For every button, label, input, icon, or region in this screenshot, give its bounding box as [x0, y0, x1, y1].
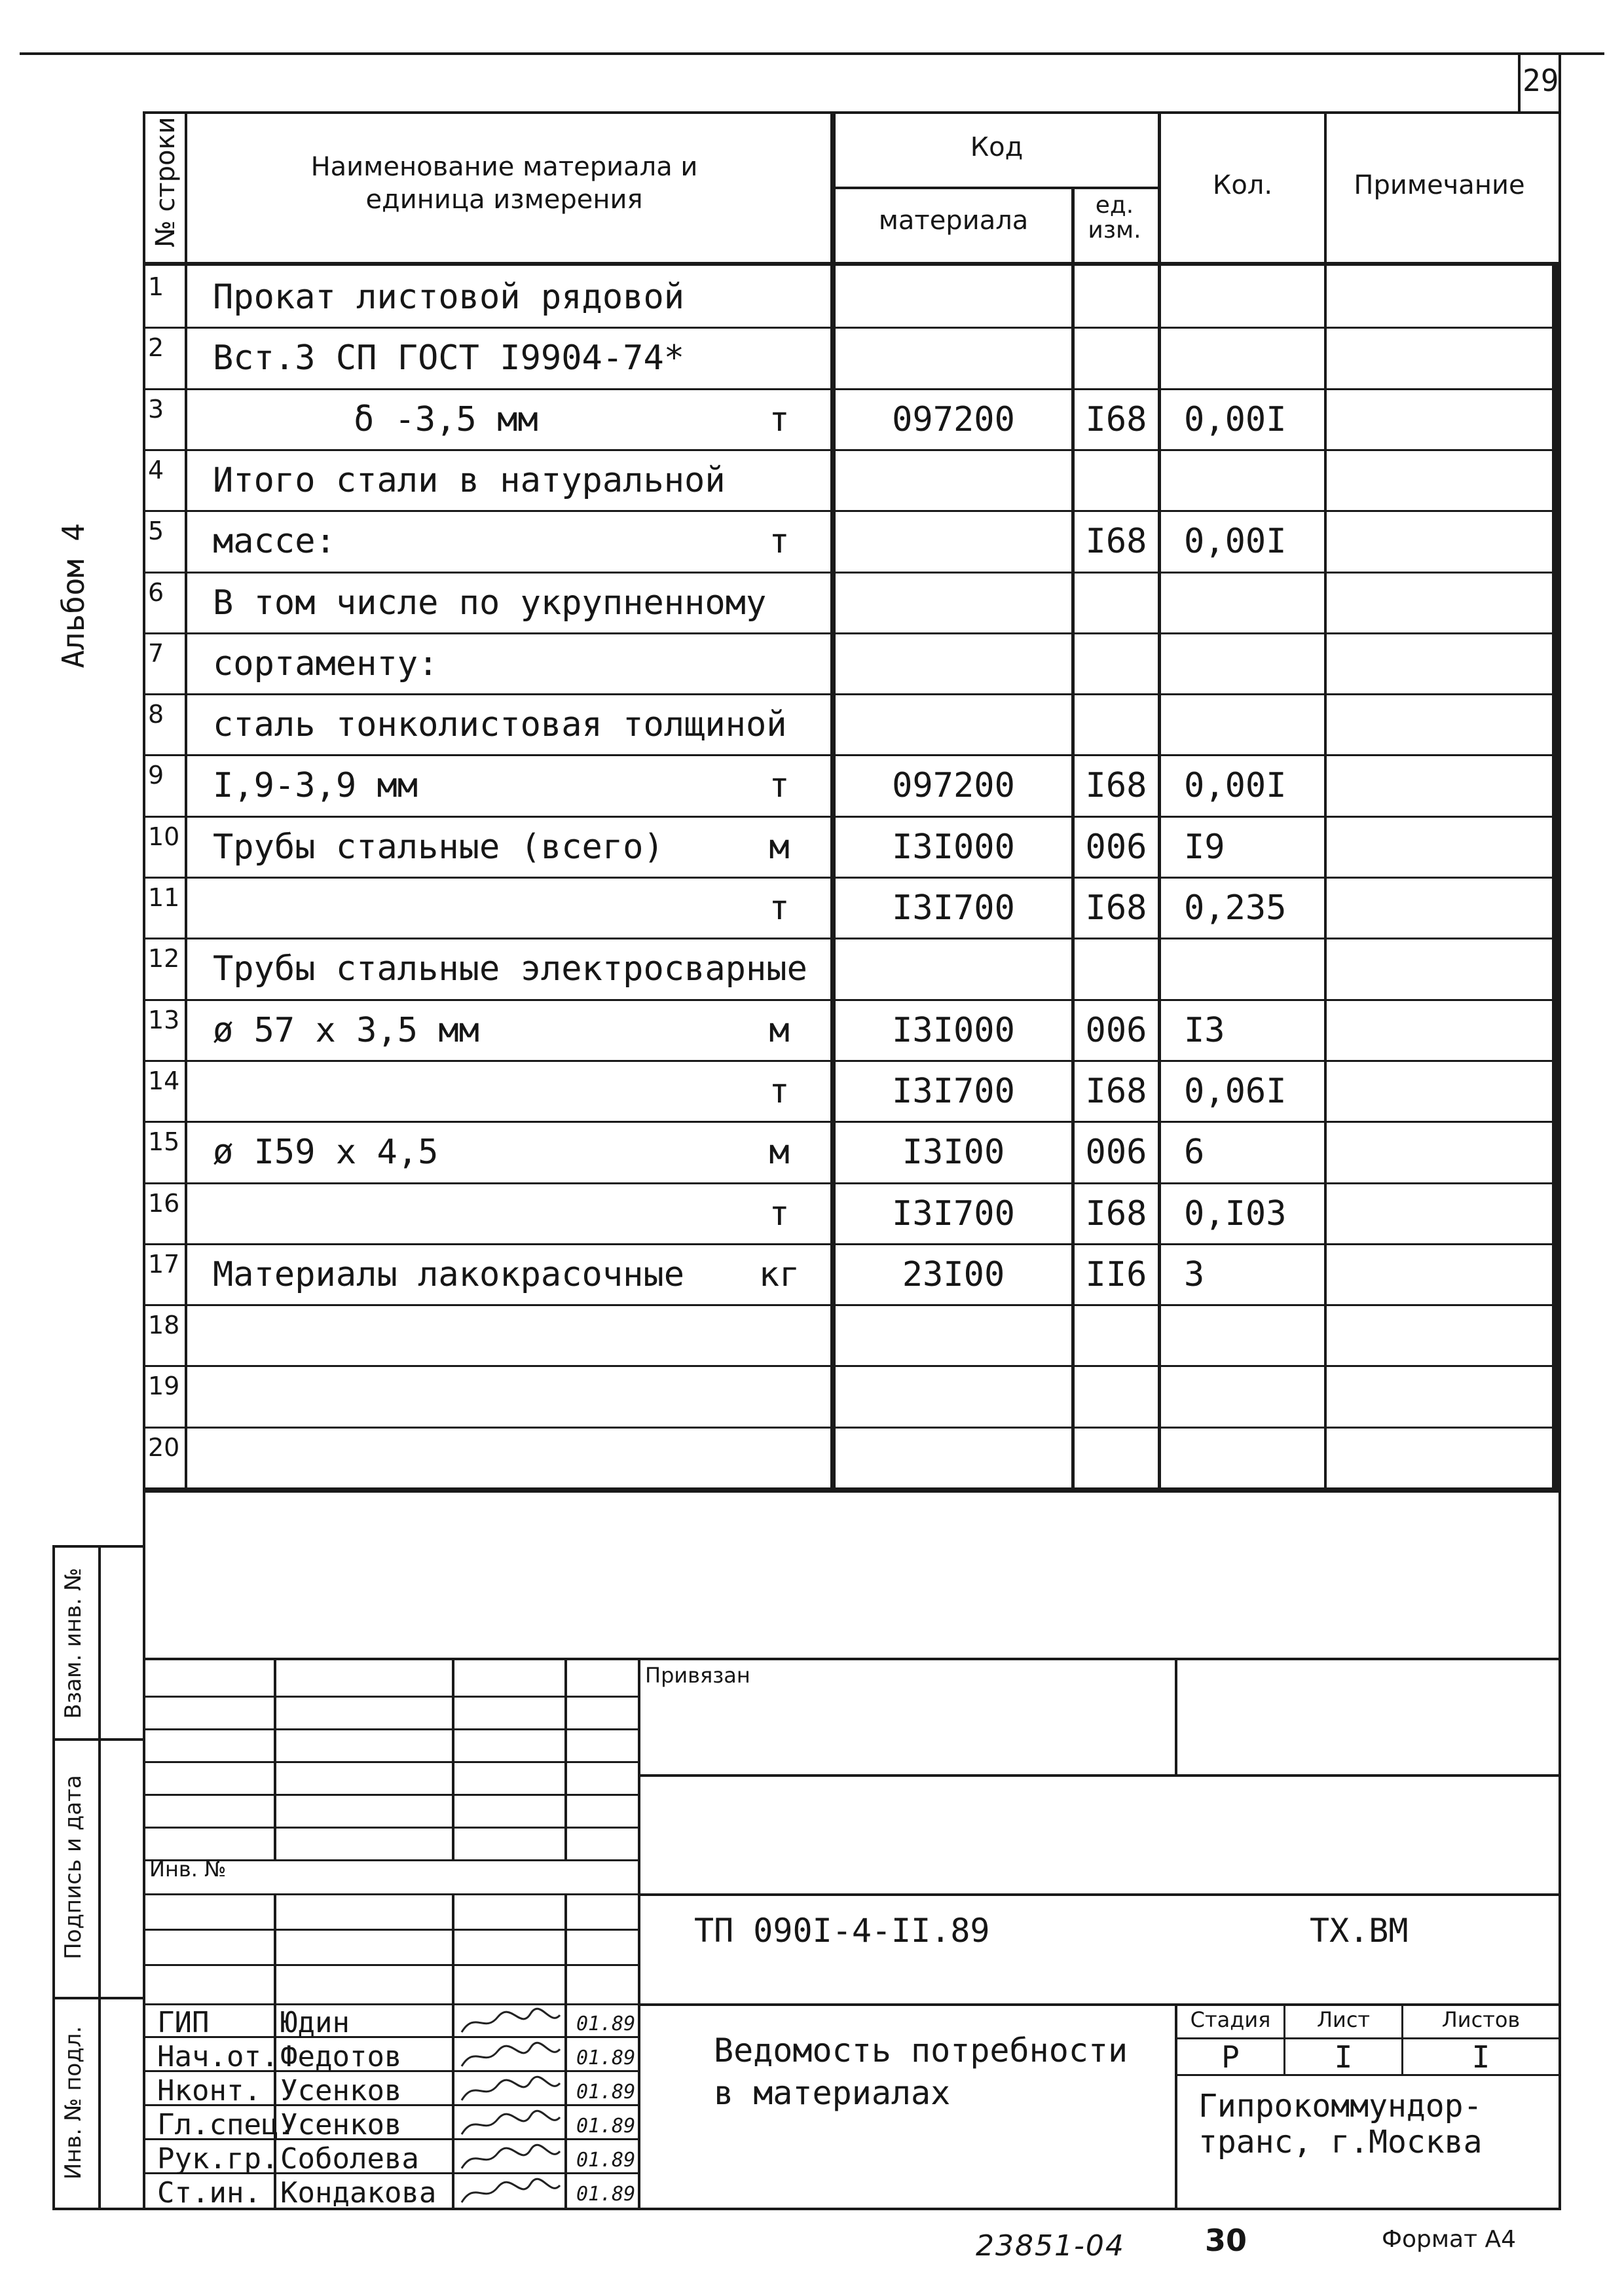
row-number: 3 — [148, 395, 164, 424]
stamp-row-divider — [143, 1827, 638, 1829]
stamp-top — [143, 1658, 1559, 1660]
person-role: ГИП — [157, 2006, 210, 2039]
person-name: Соболева — [280, 2142, 419, 2176]
person-name: Юдин — [280, 2006, 350, 2039]
header-row-number: № строки — [151, 117, 181, 247]
person-name: Федотов — [280, 2040, 402, 2073]
stamp-row-divider — [143, 1794, 638, 1796]
stamp-sheet: I — [1334, 2039, 1353, 2075]
stamp-stage-label: Стадия — [1190, 2007, 1271, 2032]
row-number: 17 — [148, 1250, 180, 1279]
person-date: 01.89 — [576, 2047, 636, 2069]
col-note-left — [1324, 111, 1327, 1493]
row-name: Вст.3 СП ГОСТ I9904-74* — [213, 338, 685, 378]
row-divider — [143, 327, 1559, 329]
stamp-col-3 — [564, 1658, 567, 1861]
row-unit: т — [769, 522, 790, 561]
stamp-col-1 — [274, 1658, 276, 1861]
row-divider — [143, 510, 1559, 512]
signature — [458, 2178, 563, 2209]
row-unit-code: I68 — [1085, 522, 1147, 561]
stamp-code-bottom — [638, 2003, 1559, 2006]
row-qty: 0,00I — [1184, 400, 1287, 439]
row-code: I3I700 — [892, 1194, 1015, 1233]
row-number: 18 — [148, 1311, 180, 1339]
person-date: 01.89 — [576, 2115, 636, 2138]
row-name: δ -3,5 мм — [354, 400, 538, 439]
row-number: 10 — [148, 822, 180, 851]
stamp-row-divider — [143, 1893, 638, 1895]
row-number: 14 — [148, 1066, 180, 1095]
footer-format: Формат А4 — [1382, 2226, 1517, 2253]
col-code-left — [830, 111, 836, 1493]
side-strip-inner — [98, 1545, 101, 2209]
row-qty: 0,I03 — [1184, 1194, 1287, 1233]
signature — [458, 2041, 563, 2073]
stamp-row-divider — [143, 1964, 638, 1966]
row-unit: кг — [758, 1255, 800, 1294]
person-role: Ст.ин. — [157, 2176, 261, 2210]
frame-bottom — [52, 2208, 1561, 2210]
side-strip-left — [52, 1545, 55, 2209]
row-name: сортаменту: — [213, 644, 439, 683]
row-number: 16 — [148, 1189, 180, 1218]
row-qty: 0,235 — [1184, 888, 1287, 928]
stamp-row-divider — [143, 2003, 638, 2005]
frame-right — [1559, 55, 1561, 2209]
side-label-inv-podl: Инв. № подл. — [60, 2026, 86, 2180]
row-divider — [143, 999, 1559, 1001]
row-unit-code: I68 — [1085, 766, 1147, 805]
stamp-row-divider — [143, 1929, 638, 1931]
signature — [458, 2075, 563, 2107]
row-code: I3I700 — [892, 888, 1015, 928]
stamp-col-2 — [452, 1658, 454, 1861]
row-qty: 6 — [1184, 1133, 1205, 1172]
row-number: 13 — [148, 1006, 180, 1034]
row-divider — [143, 938, 1559, 939]
top-rule — [20, 52, 1604, 55]
row-unit-code: I68 — [1085, 888, 1147, 928]
row-divider — [143, 877, 1559, 879]
row-code: I3I00 — [902, 1133, 1005, 1172]
row-name: массе: — [213, 522, 336, 561]
signature — [458, 2143, 563, 2175]
row-divider — [143, 572, 1559, 574]
row-unit-code: 006 — [1085, 1011, 1147, 1050]
side-label-podpis: Подпись и дата — [60, 1775, 86, 1959]
row-name: Трубы стальные (всего) — [213, 828, 664, 867]
row-name: Материалы лакокрасочные — [213, 1255, 685, 1294]
row-code: 23I00 — [902, 1255, 1005, 1294]
footer-doc-number: 23851-04 — [976, 2229, 1125, 2263]
row-name: Итого стали в натуральной — [213, 461, 726, 500]
row-unit: м — [769, 1133, 790, 1172]
stamp-row-divider — [143, 1761, 638, 1763]
row-number: 4 — [148, 456, 164, 484]
row-divider — [143, 816, 1559, 818]
stamp-sheet-label: Лист — [1316, 2007, 1371, 2032]
header-qty: Кол. — [1212, 170, 1273, 200]
stamp-row-divider — [143, 1696, 638, 1698]
row-name: I,9-3,9 мм — [213, 766, 418, 805]
table-header-bottom — [143, 262, 1561, 266]
album-label: Альбом 4 — [56, 523, 91, 668]
header-code: Код — [970, 132, 1024, 162]
row-divider — [143, 1304, 1559, 1306]
stamp-people-divider — [143, 2036, 638, 2038]
row-name: ø 57 х 3,5 мм — [213, 1011, 479, 1050]
person-name: Усенков — [280, 2074, 402, 2107]
page-box-left — [1518, 55, 1521, 114]
person-role: Рук.гр. — [157, 2142, 279, 2176]
row-unit: т — [769, 888, 790, 928]
signature — [458, 2109, 563, 2141]
stamp-row-divider — [143, 1728, 638, 1730]
row-unit-code: I68 — [1085, 1072, 1147, 1111]
row-qty: 3 — [1184, 1255, 1205, 1294]
header-note: Примечание — [1354, 170, 1525, 200]
row-unit-code: II6 — [1085, 1255, 1147, 1294]
person-name: Кондакова — [280, 2176, 437, 2210]
stamp-col-3b — [564, 1893, 567, 2209]
page-number: 29 — [1522, 63, 1559, 98]
stamp-code-top — [638, 1893, 1559, 1896]
row-name: Трубы стальные электросварные — [213, 949, 807, 989]
row-number: 12 — [148, 944, 180, 973]
row-code: I3I000 — [892, 1011, 1015, 1050]
row-unit: т — [769, 1072, 790, 1111]
row-divider — [143, 754, 1559, 756]
row-name: Прокат листовой рядовой — [213, 278, 685, 317]
col-name-left — [185, 111, 187, 1493]
row-number: 11 — [148, 883, 180, 912]
person-date: 01.89 — [576, 2183, 636, 2206]
person-role: Нконт. — [157, 2074, 261, 2107]
row-qty: I9 — [1184, 828, 1225, 867]
row-qty: I3 — [1184, 1011, 1225, 1050]
signature — [458, 2007, 563, 2039]
person-role: Нач.от. — [157, 2040, 279, 2073]
row-unit-code: I68 — [1085, 400, 1147, 439]
col-qty-left — [1158, 111, 1161, 1493]
row-number: 2 — [148, 333, 164, 362]
stamp-doc-code: ТП 090I-4-II.89 — [694, 1912, 990, 1950]
header-code-material: материала — [878, 206, 1029, 236]
row-divider — [143, 632, 1559, 634]
row-number: 6 — [148, 578, 164, 607]
row-number: 19 — [148, 1372, 180, 1400]
stamp-inv-no: Инв. № — [149, 1857, 227, 1882]
row-name: ø I59 х 4,5 — [213, 1133, 439, 1172]
stamp-sheets-label: Листов — [1441, 2007, 1521, 2032]
stamp-privyazan: Привязан — [645, 1663, 750, 1688]
row-code: I3I000 — [892, 828, 1015, 867]
stamp-org: Гипрокоммундор-транс, г.Москва — [1198, 2088, 1483, 2161]
stamp-col-2b — [452, 1893, 454, 2209]
row-code: 097200 — [892, 766, 1015, 805]
row-unit: м — [769, 828, 790, 867]
col-code-sub-divider — [832, 187, 1159, 189]
row-qty: 0,00I — [1184, 766, 1287, 805]
person-date: 01.89 — [576, 2013, 636, 2035]
stamp-title: Ведомость потребности в материалах — [714, 2032, 1128, 2112]
row-name: сталь тонколистовая толщиной — [213, 705, 787, 744]
row-divider — [143, 449, 1559, 451]
person-name: Усенков — [280, 2108, 402, 2141]
header-name: Наименование материала и единица измерения — [310, 152, 698, 215]
row-divider — [143, 1243, 1559, 1245]
person-role: Гл.спец. — [157, 2108, 296, 2141]
row-number: 7 — [148, 639, 164, 668]
row-unit: т — [769, 1194, 790, 1233]
side-label-vzam: Взам. инв. № — [60, 1567, 86, 1719]
footer-page-number: 30 — [1205, 2223, 1247, 2258]
stamp-privyazan-right — [1175, 1658, 1177, 1776]
row-code: 097200 — [892, 400, 1015, 439]
row-number: 5 — [148, 517, 164, 545]
row-qty: 0,00I — [1184, 522, 1287, 561]
table-header-top — [143, 111, 1561, 114]
row-unit-code: 006 — [1085, 1133, 1147, 1172]
row-unit: т — [769, 766, 790, 805]
row-divider — [143, 1121, 1559, 1123]
row-divider — [143, 1427, 1559, 1429]
table-bottom — [143, 1487, 1559, 1493]
header-code-unit: ед. изм. — [1088, 192, 1141, 244]
row-number: 20 — [148, 1433, 180, 1462]
stamp-sheets: I — [1471, 2039, 1490, 2075]
row-number: 15 — [148, 1127, 180, 1156]
row-number: 8 — [148, 700, 164, 729]
stamp-stage: Р — [1221, 2039, 1240, 2075]
row-divider — [143, 388, 1559, 390]
row-divider — [143, 1060, 1559, 1062]
stamp-doc-mark: ТХ.ВМ — [1310, 1912, 1409, 1950]
row-unit-code: I68 — [1085, 1194, 1147, 1233]
row-unit-code: 006 — [1085, 828, 1147, 867]
row-code: I3I700 — [892, 1072, 1015, 1111]
row-name: В том числе по укрупненному — [213, 583, 767, 623]
row-number: 9 — [148, 761, 164, 790]
row-unit: м — [769, 1011, 790, 1050]
person-date: 01.89 — [576, 2149, 636, 2172]
person-date: 01.89 — [576, 2081, 636, 2104]
row-qty: 0,06I — [1184, 1072, 1287, 1111]
row-unit: т — [769, 400, 790, 439]
stamp-col-4 — [638, 1658, 640, 2209]
row-divider — [143, 1182, 1559, 1184]
row-divider — [143, 1365, 1559, 1367]
stamp-privyazan-bottom — [638, 1774, 1559, 1777]
row-divider — [143, 693, 1559, 695]
stamp-stage-left — [1175, 2003, 1177, 2209]
row-number: 1 — [148, 272, 164, 301]
